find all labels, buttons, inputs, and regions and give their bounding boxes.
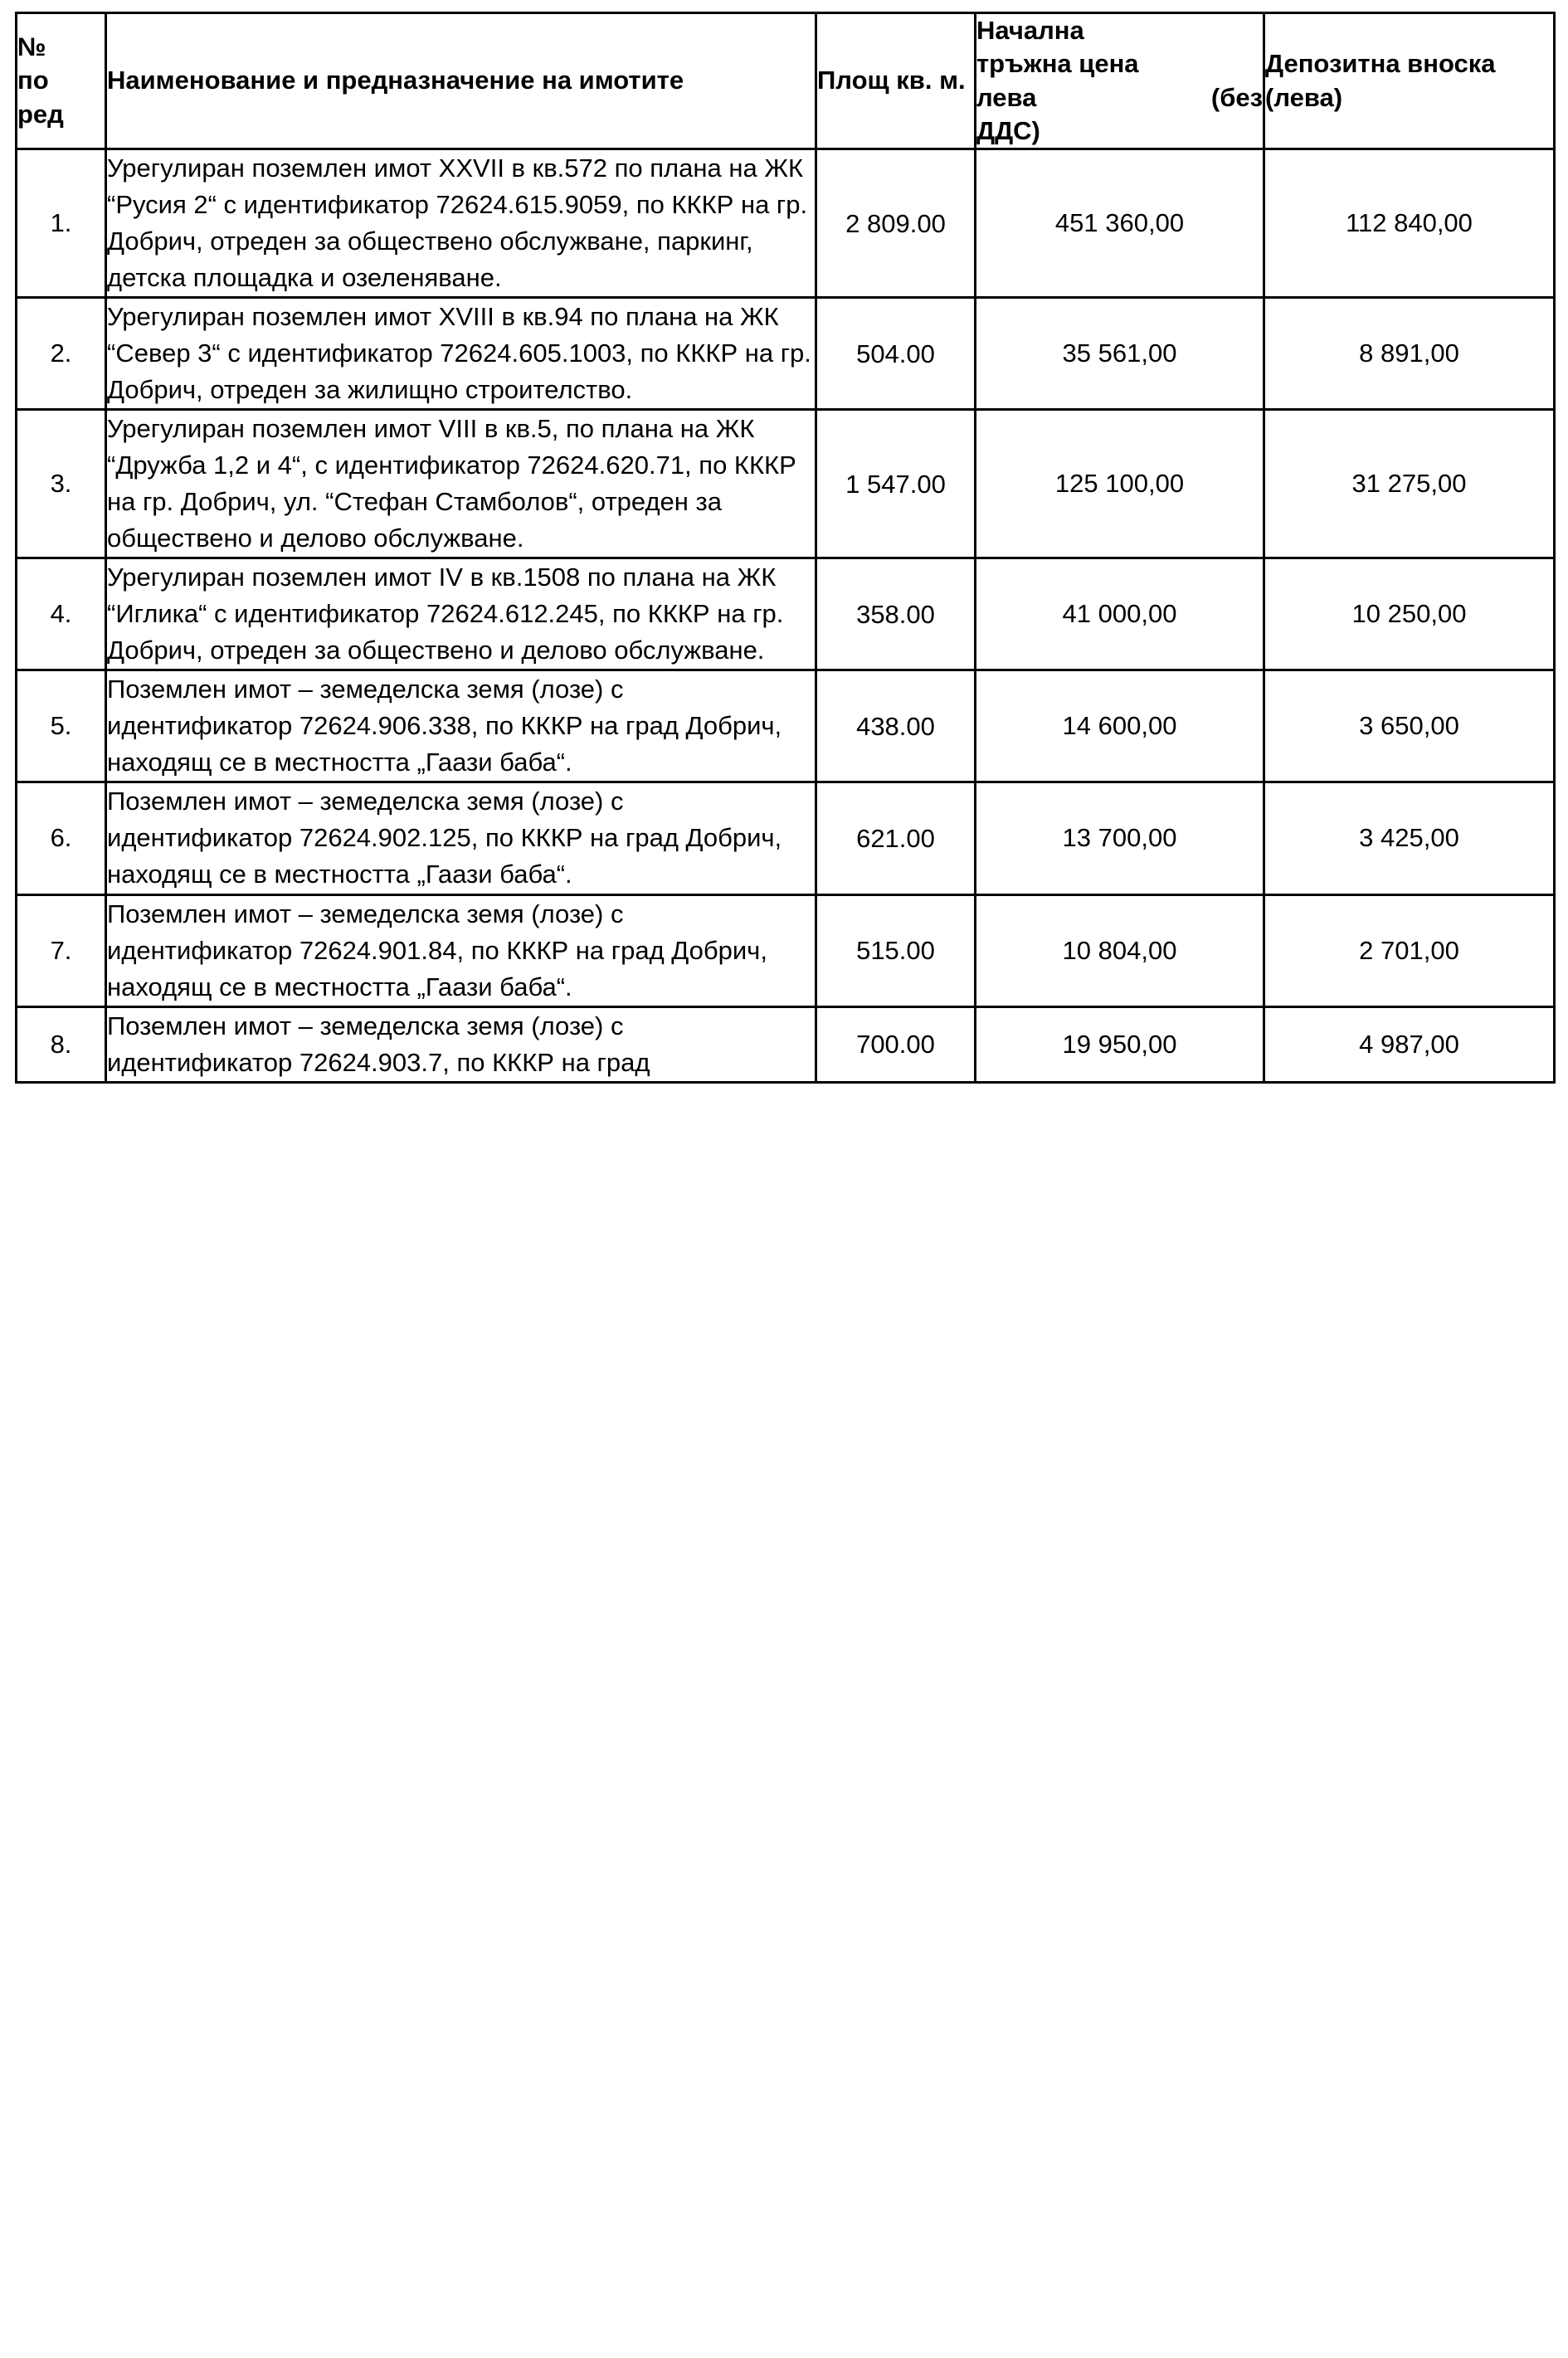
cell-deposit: 8 891,00 — [1264, 298, 1555, 410]
cell-number: 6. — [17, 782, 106, 894]
column-header-price — [976, 13, 1264, 149]
cell-price: 451 360,00 — [976, 149, 1264, 298]
column-header-price-line4: ДДС) — [976, 115, 1040, 145]
cell-number: 3. — [17, 410, 106, 558]
table-header — [17, 13, 1555, 149]
column-header-price-line1: Начална — [976, 16, 1084, 45]
table-row — [17, 558, 1555, 670]
cell-name: Поземлен имот – земеделска земя (лозе) с идентификатор 72624.902.125, по КККР на град Добрич, находящ се в местността „Гаази баба“. — [106, 782, 816, 894]
property-auction-table — [15, 12, 1556, 1084]
cell-deposit: 112 840,00 — [1264, 149, 1555, 298]
table-row — [17, 670, 1555, 782]
cell-name: Урегулиран поземлен имот IV в кв.1508 по плана на ЖК “Иглика“ с идентификатор 72624.612.245, по КККР на гр. Добрич, отреден за обществено и делово обслужване. — [106, 558, 816, 670]
cell-price: 19 950,00 — [976, 1006, 1264, 1082]
cell-price: 125 100,00 — [976, 410, 1264, 558]
cell-number: 7. — [17, 894, 106, 1006]
cell-area: 2 809.00 — [816, 149, 976, 298]
cell-name: Поземлен имот – земеделска земя (лозе) с идентификатор 72624.903.7, по КККР на град — [106, 1006, 816, 1082]
cell-area: 504.00 — [816, 298, 976, 410]
table-row — [17, 410, 1555, 558]
column-header-deposit: Депозитна вноска (лева) — [1264, 13, 1555, 149]
cell-number: 2. — [17, 298, 106, 410]
cell-price: 10 804,00 — [976, 894, 1264, 1006]
column-header-number-line1: № — [17, 32, 46, 62]
cell-number: 4. — [17, 558, 106, 670]
column-header-number — [17, 13, 106, 149]
cell-price: 14 600,00 — [976, 670, 1264, 782]
column-header-price-line3: лева (без — [976, 82, 1263, 112]
cell-name: Урегулиран поземлен имот XXVII в кв.572 по плана на ЖК “Русия 2“ с идентификатор 72624.615.9059, по КККР на гр. Добрич, отреден за обществено обслужване, паркинг, детска площадка и озеленяване. — [106, 149, 816, 298]
table-row — [17, 1006, 1555, 1082]
column-header-number-line2: по — [17, 66, 49, 95]
cell-deposit: 4 987,00 — [1264, 1006, 1555, 1082]
cell-area: 1 547.00 — [816, 410, 976, 558]
cell-name: Поземлен имот – земеделска земя (лозе) с идентификатор 72624.906.338, по КККР на град Добрич, находящ се в местността „Гаази баба“. — [106, 670, 816, 782]
column-header-number-line3: ред — [17, 99, 64, 129]
cell-price: 13 700,00 — [976, 782, 1264, 894]
cell-name: Урегулиран поземлен имот VIII в кв.5, по плана на ЖК “Дружба 1,2 и 4“, с идентификатор 72624.620.71, по КККР на гр. Добрич, ул. “Стефан Стамболов“, отреден за обществено и делово обслужване. — [106, 410, 816, 558]
cell-area: 621.00 — [816, 782, 976, 894]
cell-name: Урегулиран поземлен имот XVIII в кв.94 по плана на ЖК “Север 3“ с идентификатор 72624.605.1003, по КККР на гр. Добрич, отреден за жилищно строителство. — [106, 298, 816, 410]
table-row — [17, 782, 1555, 894]
cell-number: 5. — [17, 670, 106, 782]
cell-number: 8. — [17, 1006, 106, 1082]
column-header-price-line2: тръжна цена — [976, 49, 1139, 79]
table-row — [17, 298, 1555, 410]
cell-price: 41 000,00 — [976, 558, 1264, 670]
cell-area: 358.00 — [816, 558, 976, 670]
cell-area: 438.00 — [816, 670, 976, 782]
column-header-area: Площ кв. м. — [816, 13, 976, 149]
cell-deposit: 3 650,00 — [1264, 670, 1555, 782]
cell-deposit: 2 701,00 — [1264, 894, 1555, 1006]
cell-deposit: 31 275,00 — [1264, 410, 1555, 558]
cell-price: 35 561,00 — [976, 298, 1264, 410]
table-row — [17, 894, 1555, 1006]
cell-deposit: 10 250,00 — [1264, 558, 1555, 670]
table-body — [17, 149, 1555, 1082]
cell-area: 515.00 — [816, 894, 976, 1006]
column-header-name: Наименование и предназначение на имотите — [106, 13, 816, 149]
cell-area: 700.00 — [816, 1006, 976, 1082]
table-header-row — [17, 13, 1555, 149]
cell-number: 1. — [17, 149, 106, 298]
cell-name: Поземлен имот – земеделска земя (лозе) с идентификатор 72624.901.84, по КККР на град Добрич, находящ се в местността „Гаази баба“. — [106, 894, 816, 1006]
cell-deposit: 3 425,00 — [1264, 782, 1555, 894]
table-row — [17, 149, 1555, 298]
